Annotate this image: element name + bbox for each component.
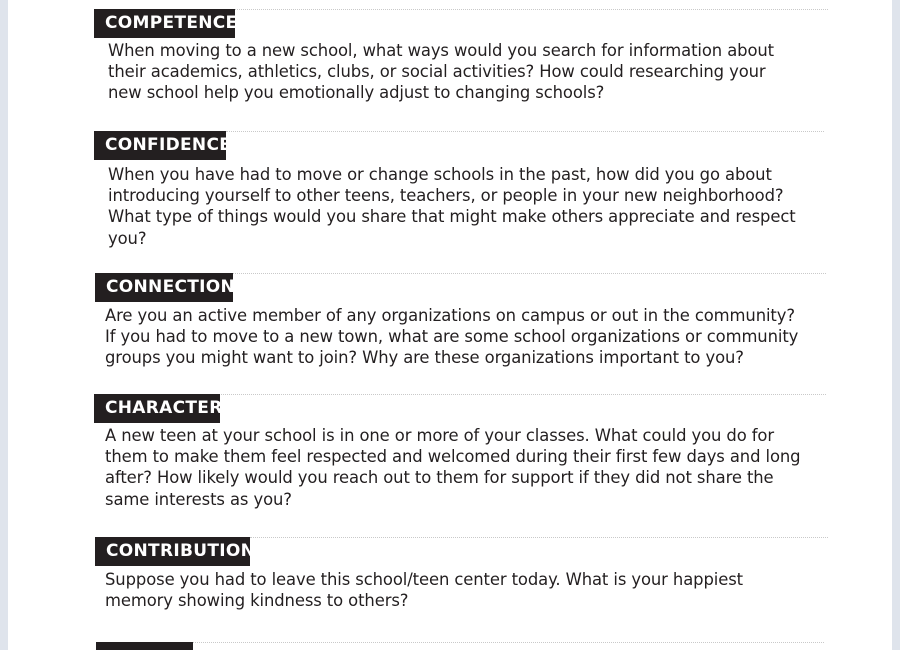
question-line: When moving to a new school, what ways would you search for information about: [108, 41, 774, 60]
section-divider: [219, 394, 826, 395]
question-line: them to make them feel respected and welcomed during their first few days and long: [105, 447, 801, 467]
question-line: new school help you emotionally adjust to changing schools?: [108, 83, 605, 103]
worksheet-page: [8, 0, 892, 650]
section-divider: [193, 642, 824, 643]
question-line: If you had to move to a new town, what are some school organizations or community: [105, 327, 799, 347]
section-divider: [250, 537, 828, 538]
section-tag-confidence: CONFIDENCE: [94, 131, 226, 160]
section-tag-competence: COMPETENCE: [94, 9, 235, 38]
section-divider: [226, 131, 824, 132]
question-line: you?: [108, 228, 147, 248]
question-line: groups you might want to join? Why are these organizations important to you?: [105, 348, 744, 368]
section-question-contribution: [105, 569, 743, 611]
section-question-connection: [105, 305, 798, 369]
section-tag-next-partial: [96, 642, 193, 650]
question-line: same interests as you?: [105, 489, 292, 509]
section-tag-connection: CONNECTION: [95, 273, 233, 302]
question-line: memory showing kindness to others?: [105, 591, 409, 611]
question-line: Are you an active member of any organizations on campus or out in the community?: [105, 306, 795, 325]
question-line: When you have had to move or change schools in the past, how did you go about: [108, 165, 772, 184]
section-divider: [233, 273, 826, 274]
section-question-character: [105, 425, 800, 510]
section-divider: [233, 9, 828, 10]
section-tag-contribution: CONTRIBUTION: [95, 537, 250, 566]
question-line: Suppose you had to leave this school/teen center today. What is your happiest: [105, 570, 743, 589]
section-tag-character: CHARACTER: [94, 394, 220, 423]
question-line: their academics, athletics, clubs, or social activities? How could researching your: [108, 62, 766, 82]
question-line: A new teen at your school is in one or more of your classes. What could you do for: [105, 426, 775, 445]
question-line: What type of things would you share that might make others appreciate and respect: [108, 207, 796, 227]
question-line: after? How likely would you reach out to them for support if they did not share the: [105, 468, 774, 488]
section-question-competence: [108, 40, 774, 104]
question-line: introducing yourself to other teens, teachers, or people in your new neighborhood?: [108, 186, 784, 206]
section-question-confidence: [108, 164, 796, 249]
